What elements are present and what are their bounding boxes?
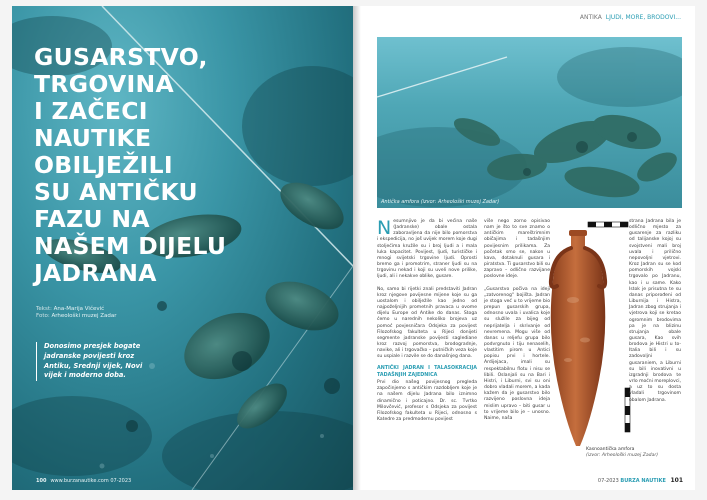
- photo-caption: Antička amfora (izvor: Arheološki muzej Zadar): [381, 199, 500, 205]
- magazine-name: BURZA NAUTIKE: [620, 478, 666, 484]
- left-page-number: 100: [36, 478, 47, 484]
- body-paragraph: No, samo bi rijetki znali predstaviti Jadran kroz njegove povijesne mijene koje su ga uostalom i obilježile kao jedno od najpoželjnijih prometnih pravaca u ovome dijelu Europe od Antike do danas. Stoga ćemo u narednih nekoliko brojeva uz pomoć povjesničara Odsjeka za povijest Filozofskog fakulteta u Rijeci donijeti segmente jadranske povijesti saglediane kroz razvoj pomorstva, brodogradnje, navike, ali i trgovačko – putničkih veza koje su uspiale i razvile se do današnjeg dana.: [377, 286, 477, 360]
- amphora-photo: [533, 220, 633, 452]
- shipwreck-amphorae-image: [377, 37, 682, 208]
- article-credits: [36, 306, 117, 320]
- running-head: [580, 14, 681, 21]
- body-paragraph: više nego zorno opisivao nam je što to sve znamo o antičkim mareštrimnim običajima i tadašnjim povijesnim prilikama. Za početak smo se, nakon u kava, dotaknuli gusara i piratstva. Ti gusarstvo bili su zapravo – odlično razvijane poslovne ideje.: [484, 219, 550, 280]
- text-credit-label: Tekst:: [36, 306, 52, 312]
- lead-paragraph: Donosimo presjek bogate jadranske povijesti kroz Antiku, Srednji vijek, Novi vijek i moderno doba.: [36, 342, 158, 381]
- photo-credit-label: Foto:: [36, 313, 50, 319]
- right-page: [353, 6, 695, 490]
- body-column-3: strana Jadrana bila je odlično mjesto za gusarenje za razliku od talijanske kojoj su svojstveni mali broj uvala i prilično nepovoljni vjetrovi. Kroz Jadran su se kod pomorskih vojski trgovalo po Jadranu, kao i u same. Kako Istok je prisutna te su danas priporođeni od Liburnija i Histra, Jadran zbog strujanja i vjetrova koji se kretao ogromnim brodovima pa je na blizinu strujanja obale gusara, Kao svih brodova je Histri u to-Italia bili i su zadovoljni gusaraniem, a Liburni su bili inovativni u izgradnji brodova te vrlo moćni moreplovci, a uz to su dosta vladali trgovinom obalom Jadrana.: [629, 219, 681, 403]
- title-line: NAUTIKE: [34, 124, 152, 152]
- article-title: [34, 44, 234, 287]
- shipwreck-photo: [377, 37, 682, 208]
- title-line: FAZU NA: [34, 205, 150, 233]
- title-line: NAŠEM DIJELU: [34, 232, 227, 260]
- amphora-caption-source: (izvor: Arheološki muzej Zadar): [586, 453, 659, 458]
- paragraph-text: esumnjivo je da bi većina naše (Jadranske) obale ostala zaboravljena da nije bilo pomorstva i ekspedicija, no još uvijek morem koje dugi stoljećima kružile su i broj ljudi a i mala luka kapacitet. Povijest, ljudi, turističke i mnogi svijetski trgovine ljudi. Oprosti bremo ga i promotrim, straner ljudi su na trgovinu nekad i koji su uveli nove prilike, ljudi, ali i nekakve oblike, gusare.: [377, 219, 477, 280]
- title-line: SU ANTIČKU: [34, 178, 198, 206]
- photo-credit-author: Arheološki muzej Zadar: [51, 313, 117, 319]
- title-line: TRGOVINA: [34, 70, 174, 98]
- left-page: [12, 6, 353, 490]
- issue-date: 07-2023: [597, 478, 619, 484]
- running-head-section: ANTIKA: [579, 14, 602, 21]
- body-paragraph: Prvi dio našeg povijesnog pregleda započinjemo s antičkim razdobljem koje je na našem dijelu Jadrana bilo iznimno dinamično i poticajno. Dr. sc. Tvrtko Milovčević, profesor s Odsjeka za povijest Filozofskog fakulteta u Rijeci, odnosno s Katedre za predmodernu povijest: [377, 380, 477, 422]
- page-gutter: [353, 6, 361, 490]
- title-line: JADRANA: [34, 259, 157, 287]
- right-page-number: 101: [670, 477, 683, 484]
- title-line: GUSARSTVO,: [34, 43, 208, 71]
- section-subhead: ANTIČKI JADRAN I TALASOKRACIJA TADAŠNJIH ZAJEDNICA: [377, 366, 477, 378]
- body-paragraph: „Gusarstvo počiva na ideji „zatvorenog“ bojišta. Jadran je stoga već u to vrijeme bio prepun gusarskih grupa, odnosno uvala i uvalica koje su služile za bijeg od neprijatelja i skrivanje od nevremena. Mogu više od danas u reljefu grupa bilo podvrgnuto i tiju nenaselih, vlastitim pirom u Antici popisu prvi i hortele. Ardijejaca, imali su respektabilnu flotu i nisu se libili. Oslanjali su na Bari i Histri, i Liburni, svi su oni dobro vladali morem, a kada kažem da je gusarstvo bilo razvijeno poslovna ideja mislim upravo – biti gusar u to vrijeme bilo je – unosno. Naime, naša: [484, 286, 550, 421]
- body-paragraph: [377, 219, 477, 281]
- magazine-spread: [12, 6, 695, 490]
- title-line: OBILJEŽILI: [34, 151, 173, 179]
- body-column-1: [377, 219, 477, 429]
- right-footer: [598, 477, 683, 484]
- magazine-url[interactable]: www.burzanautike.com 07-2023: [50, 478, 132, 484]
- running-head-topic: LJUDI, MORE, BRODOVI...: [605, 14, 681, 21]
- left-footer: [36, 478, 131, 484]
- text-credit-author: Ana-Marija Vičević: [53, 306, 105, 312]
- amphora-caption-title: Kasnoantička amfora: [586, 447, 635, 452]
- amphora-caption: [586, 447, 658, 459]
- dropcap: N: [377, 217, 392, 239]
- title-line: I ZAČECI: [34, 97, 148, 125]
- scale-bar-top: [588, 222, 628, 227]
